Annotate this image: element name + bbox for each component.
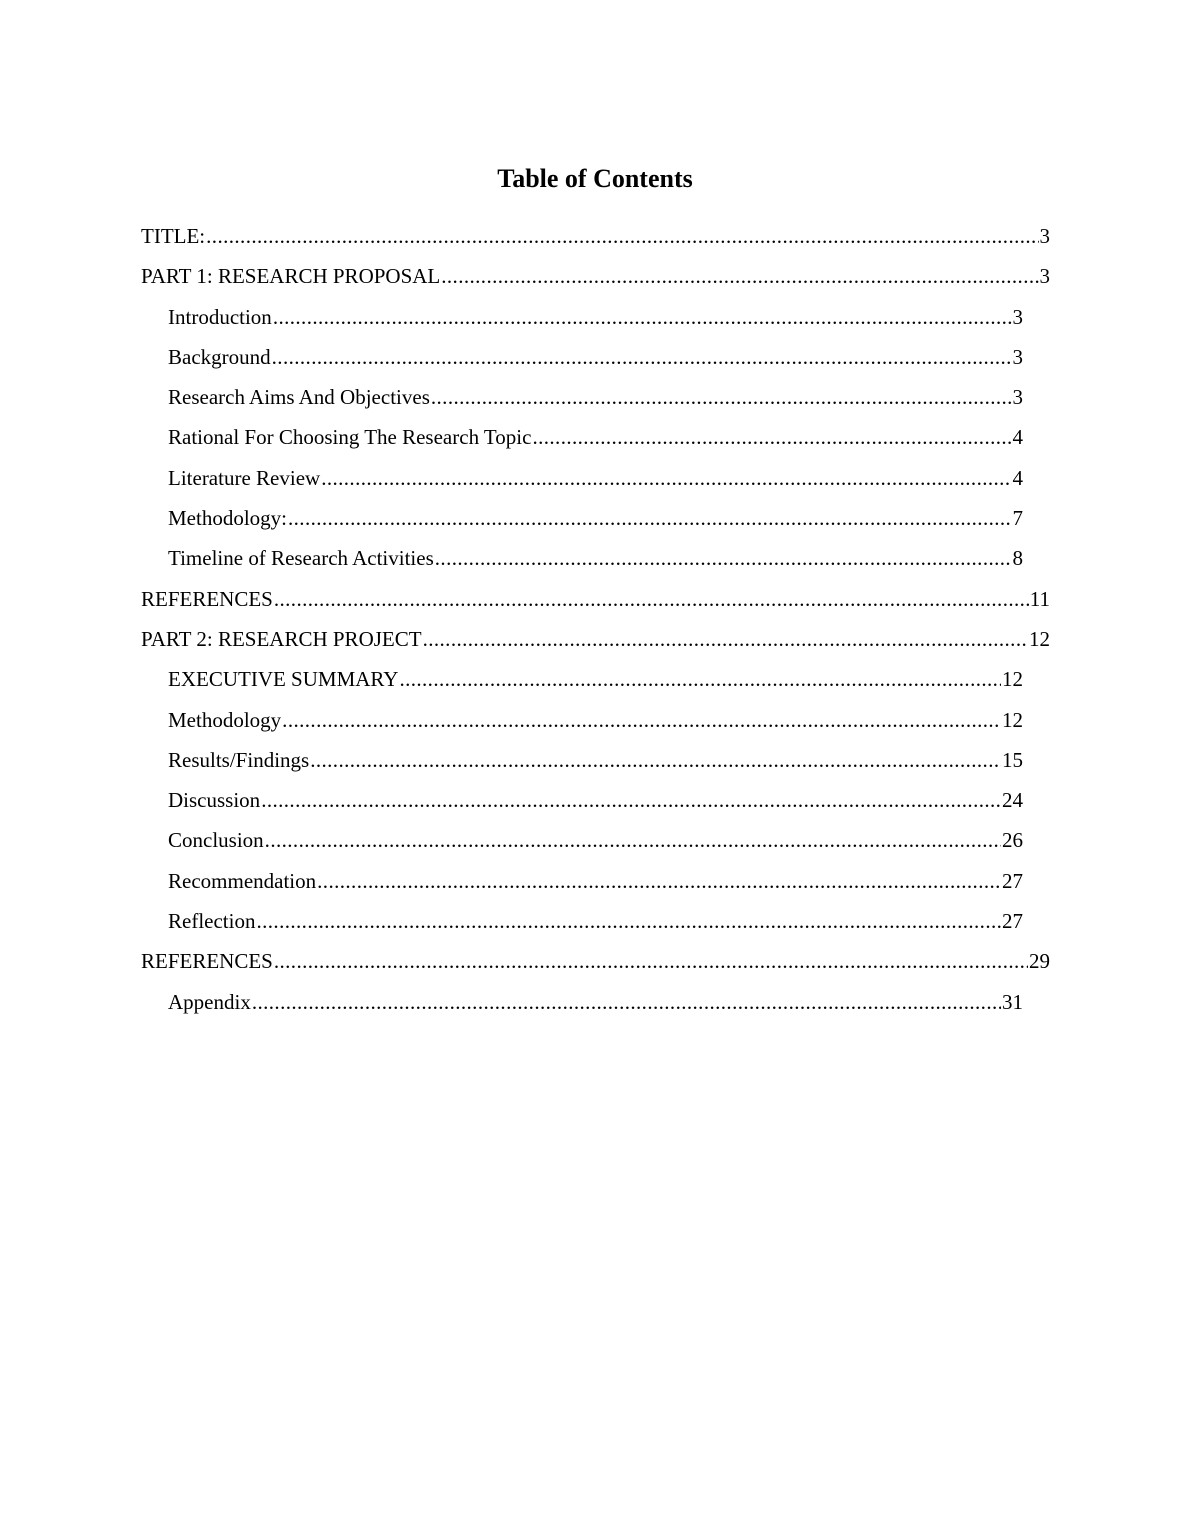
dot-leader [252, 986, 1001, 1018]
dot-leader [261, 784, 1001, 816]
dot-leader [435, 542, 1012, 574]
toc-entry-page: 27 [1002, 909, 1023, 934]
toc-entry-page: 15 [1002, 747, 1023, 772]
toc-entry-page: 11 [1029, 586, 1050, 611]
toc-entry-label: TITLE: [141, 224, 206, 248]
toc-entry-page: 3 [1039, 224, 1050, 248]
toc-entry-label: Conclusion [168, 828, 264, 853]
toc-entry-page: 12 [1002, 707, 1023, 732]
toc-entry-title[interactable] [0, 220, 1190, 260]
dot-leader [423, 623, 1028, 655]
toc-entry-page: 12 [1002, 667, 1023, 692]
toc-entry-page: 3 [1012, 304, 1023, 329]
dot-leader [273, 301, 1012, 333]
dot-leader [265, 824, 1001, 856]
toc-entry-label: Results/Findings [168, 747, 310, 772]
toc-entry-label: REFERENCES [141, 949, 273, 974]
dot-leader [282, 704, 1001, 736]
toc-entry-label: Reflection [168, 909, 256, 934]
dot-leader [288, 502, 1012, 534]
toc-entry-label: REFERENCES [141, 586, 273, 611]
dot-leader [274, 583, 1029, 615]
toc-heading: Table of Contents [497, 164, 693, 193]
toc-entry-label: Methodology [168, 707, 282, 732]
toc-entry-page: 3 [1012, 385, 1023, 410]
toc-entry-page: 3 [1039, 264, 1050, 289]
toc-entry-research-aims[interactable] [0, 381, 1190, 421]
toc-entry-label: Research Aims And Objectives [168, 385, 430, 410]
toc-entry-part-2-research-project[interactable] [0, 623, 1190, 663]
dot-leader [441, 260, 1038, 292]
toc-list [0, 220, 1190, 1026]
dot-leader [532, 421, 1011, 453]
toc-entry-page: 24 [1002, 788, 1023, 813]
toc-entry-part-1-research-proposal[interactable] [0, 260, 1190, 300]
toc-entry-label: EXECUTIVE SUMMARY [168, 667, 399, 692]
toc-entry-methodology-proposal[interactable] [0, 502, 1190, 542]
toc-entry-page: 27 [1002, 868, 1023, 893]
toc-entry-page: 4 [1012, 465, 1023, 490]
toc-entry-label: Recommendation [168, 868, 317, 893]
dot-leader [272, 341, 1012, 373]
toc-entry-label: Literature Review [168, 465, 321, 490]
dot-leader [206, 220, 1038, 252]
toc-entry-discussion[interactable] [0, 784, 1190, 824]
dot-leader [274, 945, 1028, 977]
toc-entry-label: Methodology: [168, 506, 287, 531]
dot-leader [310, 744, 1001, 776]
toc-entry-introduction[interactable] [0, 301, 1190, 341]
toc-entry-page: 7 [1012, 506, 1023, 531]
toc-entry-reflection[interactable] [0, 905, 1190, 945]
dot-leader [431, 381, 1012, 413]
toc-entry-conclusion[interactable] [0, 824, 1190, 864]
toc-entry-page: 4 [1012, 425, 1023, 450]
toc-entry-label: Rational For Choosing The Research Topic [168, 425, 532, 450]
toc-entry-recommendation[interactable] [0, 865, 1190, 905]
dot-leader [317, 865, 1001, 897]
toc-entry-label: Discussion [168, 788, 261, 813]
toc-entry-page: 31 [1002, 989, 1023, 1014]
toc-entry-label: Introduction [168, 304, 272, 329]
dot-leader [321, 462, 1011, 494]
toc-entry-background[interactable] [0, 341, 1190, 381]
toc-entry-rationale[interactable] [0, 421, 1190, 461]
dot-leader [256, 905, 1001, 937]
toc-entry-timeline[interactable] [0, 542, 1190, 582]
toc-entry-label: PART 1: RESEARCH PROPOSAL [141, 264, 441, 289]
toc-entry-executive-summary[interactable] [0, 663, 1190, 703]
toc-entry-page: 3 [1012, 344, 1023, 369]
toc-entry-literature-review[interactable] [0, 462, 1190, 502]
toc-entry-label: Appendix [168, 989, 251, 1014]
toc-entry-page: 29 [1029, 949, 1050, 974]
toc-entry-references-1[interactable] [0, 583, 1190, 623]
toc-entry-page: 12 [1029, 626, 1050, 651]
toc-entry-results-findings[interactable] [0, 744, 1190, 784]
toc-entry-page: 8 [1012, 546, 1023, 571]
toc-entry-label: Timeline of Research Activities [168, 546, 434, 571]
toc-entry-appendix[interactable] [0, 986, 1190, 1026]
toc-entry-methodology-project[interactable] [0, 704, 1190, 744]
toc-entry-page: 26 [1002, 828, 1023, 853]
toc-entry-references-2[interactable] [0, 945, 1190, 985]
toc-entry-label: Background [168, 344, 271, 369]
toc-entry-label: PART 2: RESEARCH PROJECT [141, 626, 422, 651]
dot-leader [399, 663, 1001, 695]
